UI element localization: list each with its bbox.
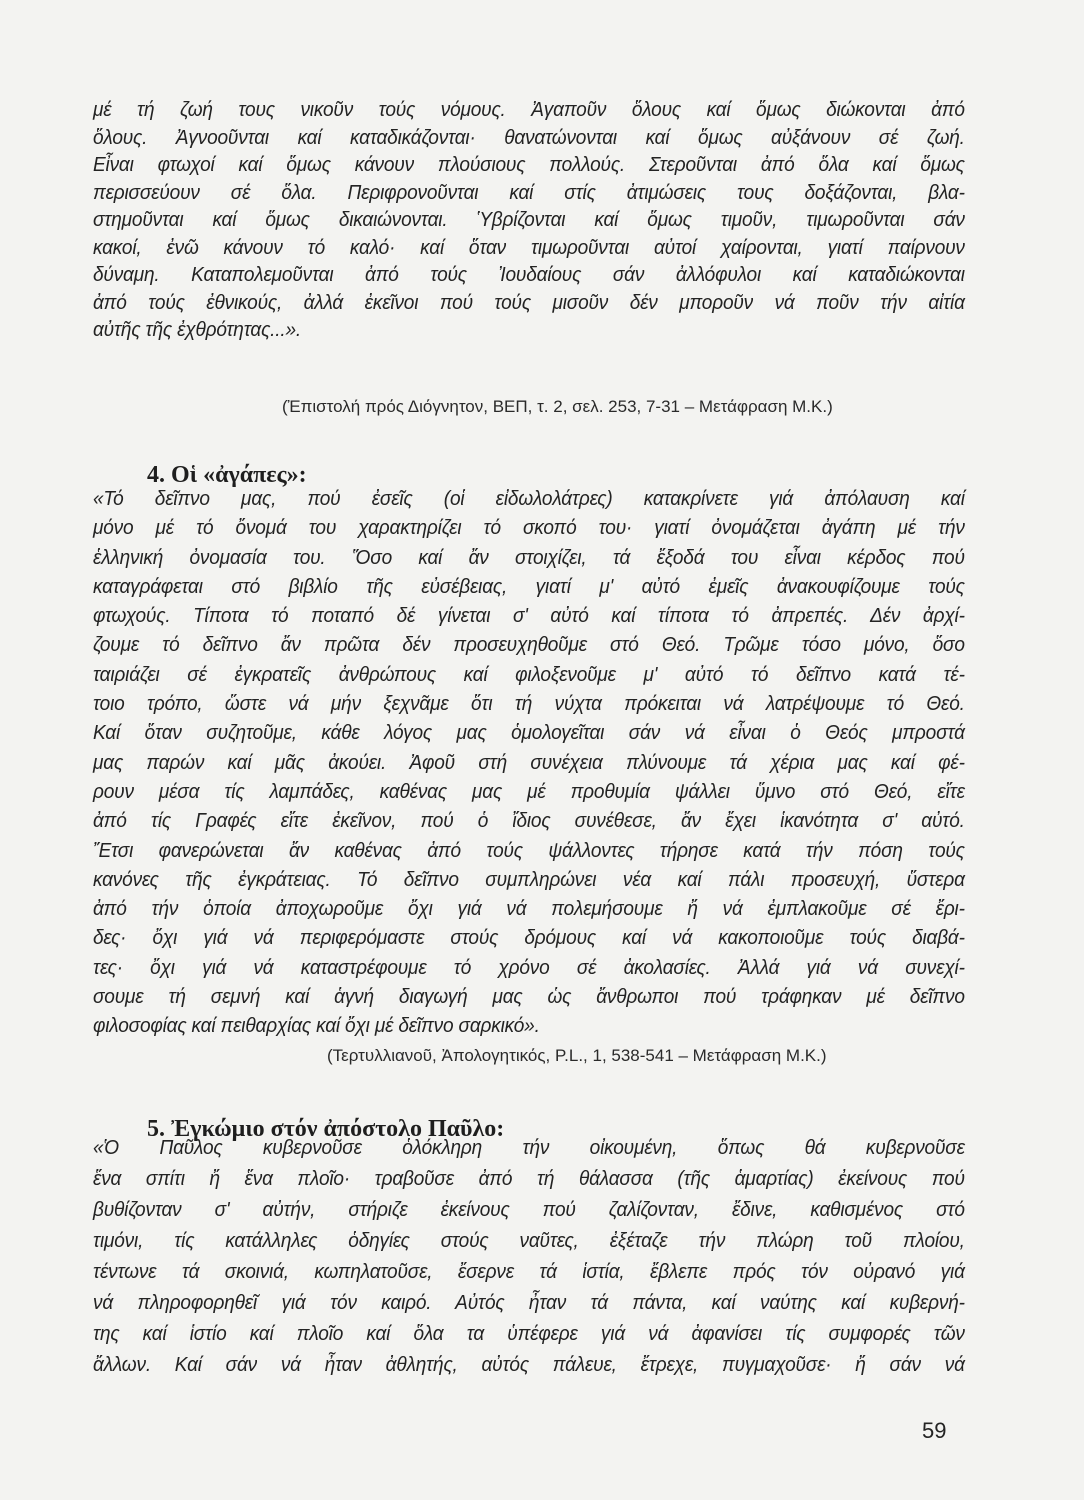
text-line: της καί ἱστίο καί πλοῖο καί ὅλα τα ὑπέφερε γιά νά ἀφανίσει τίς συμφορές τῶν bbox=[93, 1322, 965, 1345]
text-line: ὅλους. Ἀγνοοῦνται καί καταδικάζονται· θανατώνονται καί ὅμως αὐξάνουν σέ ζωή. bbox=[93, 125, 965, 149]
citation-diognetus: (Ἐπιστολή πρός Διόγνητον, ΒΕΠ, τ. 2, σελ. 253, 7-31 – Μετάφραση Μ.Κ.) bbox=[282, 397, 833, 416]
paragraph-diognetus-quote bbox=[93, 96, 965, 344]
section-heading-paul: 5. Ἐγκώμιο στόν ἀπόστολο Παῦλο: bbox=[147, 1116, 505, 1142]
paragraph-agapes-quote bbox=[93, 484, 965, 1041]
text-line: κανόνες τῆς ἐγκράτειας. Τό δεῖπνο συμπληρώνει νέα καί πάλι προσευχή, ὕστερα bbox=[93, 867, 965, 891]
text-line: στημοῦνται καί ὅμως δικαιώνονται. Ὑβρίζονται καί ὅμως τιμοῦν, τιμωροῦνται σάν bbox=[93, 208, 965, 231]
citation-tertullian: (Τερτυλλιανοῦ, Ἀπολογητικός, P.L., 1, 538-541 – Μετάφραση Μ.Κ.) bbox=[327, 1046, 827, 1065]
text-line: ρουν μέσα τίς λαμπάδες, καθένας μας μέ προθυμία ψάλλει ὕμνο στό Θεό, εἴτε bbox=[93, 779, 965, 803]
text-line: ἀπό τίς Γραφές εἴτε ἐκεῖνον, πού ὁ ἴδιος συνέθεσε, ἄν ἔχει ἱκανότητα σ' αὐτό. bbox=[93, 809, 965, 833]
text-line: «Ὁ Παῦλος κυβερνοῦσε ὁλόκληρη τήν οἰκουμένη, ὅπως θά κυβερνοῦσε bbox=[93, 1136, 965, 1159]
text-line: ζουμε τό δεῖπνο ἄν πρῶτα δέν προσευχηθοῦμε στό Θεό. Τρῶμε τόσο μόνο, ὅσο bbox=[93, 633, 965, 657]
text-line: περισσεύουν σέ ὅλα. Περιφρονοῦνται καί στίς ἀτιμώσεις τους δοξάζονται, βλα- bbox=[93, 180, 965, 204]
text-line: ἕνα σπίτι ἤ ἕνα πλοῖο· τραβοῦσε ἀπό τή θάλασσα (τῆς ἁμαρτίας) ἐκείνους πού bbox=[93, 1167, 965, 1190]
text-line: σουμε τή σεμνή καί ἁγνή διαγωγή μας ὡς ἄνθρωποι πού τράφηκαν μέ δεῖπνο bbox=[93, 985, 965, 1009]
text-line: τοιο τρόπο, ὥστε νά μήν ξεχνᾶμε ὅτι τή νύχτα πρόκειται νά λατρέψουμε τό Θεό. bbox=[93, 692, 965, 716]
text-line: αὐτῆς τῆς ἐχθρότητας...». bbox=[93, 318, 302, 341]
text-line: «Τό δεῖπνο μας, πού ἐσεῖς (οἱ εἰδωλολάτρες) κατακρίνετε γιά ἀπόλαυση καί bbox=[93, 487, 965, 510]
text-line: φιλοσοφίας καί πειθαρχίας καί ὄχι μέ δεῖπνο σαρκικό». bbox=[93, 1014, 540, 1038]
text-line: βυθίζονταν σ' αὐτήν, στήριζε ἐκείνους πού ζαλίζονταν, ἔδινε, καθισμένος στό bbox=[93, 1198, 965, 1221]
text-line: κακοί, ἐνῶ κάνουν τό καλό· καί ὅταν τιμωροῦνται αὐτοί χαίρονται, γιατί παίρνουν bbox=[93, 235, 965, 259]
text-line: δες· ὄχι γιά νά περιφερόμαστε στούς δρόμους καί νά κακοποιοῦμε τούς διαβά- bbox=[93, 926, 965, 950]
text-line: τέντωνε τά σκοινιά, κωπηλατοῦσε, ἔσερνε τά ἱστία, ἔβλεπε πρός τόν οὐρανό γιά bbox=[93, 1260, 965, 1283]
page-number: 59 bbox=[922, 1418, 947, 1443]
text-line: ἄλλων. Καί σάν νά ἦταν ἀθλητής, αὐτός πάλευε, ἔτρεχε, πυγμαχοῦσε· ἤ σάν νά bbox=[93, 1353, 965, 1376]
text-line: ἑλληνική ὀνομασία του. Ὅσο καί ἄν στοιχίζει, τά ἔξοδά του εἶναι κέρδος πού bbox=[93, 545, 965, 569]
section-heading-agapes: 4. Οἱ «ἀγάπες»: bbox=[147, 462, 307, 488]
paragraph-paul-encomium bbox=[93, 1132, 965, 1380]
text-line: τες· ὄχι γιά νά καταστρέφουμε τό χρόνο σέ ἀκολασίες. Ἀλλά γιά νά συνεχί- bbox=[93, 955, 965, 979]
text-line: ἀπό τούς ἐθνικούς, ἀλλά ἐκεῖνοι πού τούς μισοῦν δέν μποροῦν νά ποῦν τήν αἰτία bbox=[93, 290, 965, 314]
text-line: ταιριάζει σέ ἐγκρατεῖς ἀνθρώπους καί φιλοξενοῦμε μ' αὐτό τό δεῖπνο κατά τέ- bbox=[93, 662, 965, 686]
text-line: μας παρών καί μᾶς ἀκούει. Ἀφοῦ στή συνέχεια πλύνουμε τά χέρια μας καί φέ- bbox=[93, 750, 965, 774]
text-line: νά πληροφορηθεῖ γιά τόν καιρό. Αὐτός ἦταν τά πάντα, καί ναύτης καί κυβερνή- bbox=[93, 1291, 965, 1314]
text-line: τιμόνι, τίς κατάλληλες ὁδηγίες στούς ναῦτες, ἐξέταζε τήν πλώρη τοῦ πλοίου, bbox=[93, 1229, 965, 1252]
text-line: ἀπό τήν ὁποία ἀποχωροῦμε ὄχι γιά νά πολεμήσουμε ἤ νά ἐμπλακοῦμε σέ ἔρι- bbox=[93, 897, 965, 921]
text-line: μόνο μέ τό ὄνομά του χαρακτηρίζει τό σκοπό του· γιατί ὀνομάζεται ἀγάπη μέ τήν bbox=[93, 516, 965, 540]
text-line: φτωχούς. Τίποτα τό ποταπό δέ γίνεται σ' αὐτό καί τίποτα τό ἀπρεπές. Δέν ἀρχί- bbox=[93, 604, 965, 628]
text-line: μέ τή ζωή τους νικοῦν τούς νόμους. Ἀγαποῦν ὅλους καί ὅμως διώκονται ἀπό bbox=[93, 98, 965, 121]
text-line: δύναμη. Καταπολεμοῦνται ἀπό τούς Ἰουδαίους σάν ἀλλόφυλοι καί καταδιώκονται bbox=[93, 263, 965, 286]
text-line: Καί ὅταν συζητοῦμε, κάθε λόγος μας ὁμολογεῖται σάν νά εἶναι ὁ Θεός μπροστά bbox=[93, 721, 965, 745]
text-line: Εἶναι φτωχοί καί ὅμως κάνουν πλούσιους πολλούς. Στεροῦνται ἀπό ὅλα καί ὅμως bbox=[93, 153, 965, 176]
text-line: Ἔτσι φανερώνεται ἄν καθένας ἀπό τούς ψάλλοντες τήρησε κατά τήν πόση τούς bbox=[93, 838, 965, 862]
text-line: καταγράφεται στό βιβλίο τῆς εὐσέβειας, γιατί μ' αὐτό ἐμεῖς ἀνακουφίζουμε τούς bbox=[93, 574, 965, 598]
